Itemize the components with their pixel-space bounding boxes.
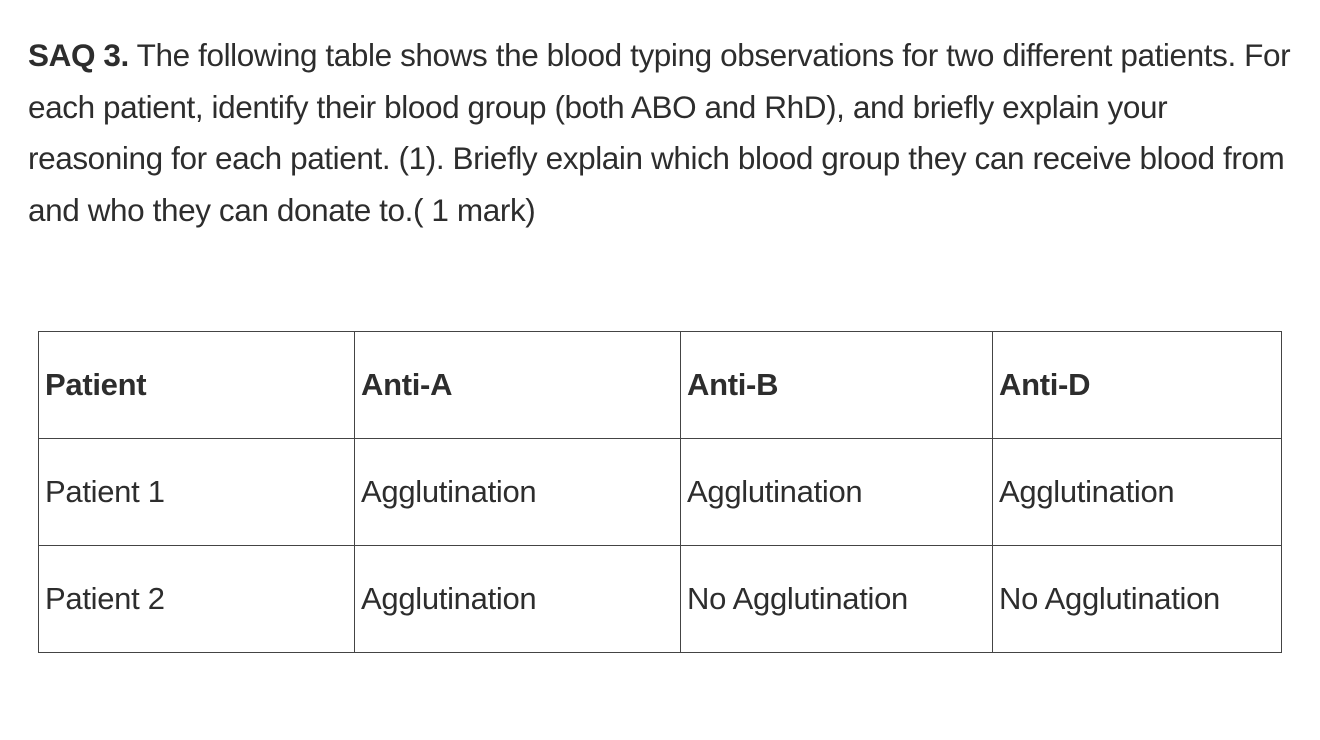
header-anti-b: Anti-B [681,332,993,439]
table-header-row [39,332,1282,439]
header-anti-d: Anti-D [993,332,1282,439]
question-label: SAQ 3. [28,37,129,73]
cell-patient: Patient 1 [39,439,355,546]
cell-patient: Patient 2 [39,546,355,653]
header-anti-a: Anti-A [355,332,681,439]
question-text [28,30,1308,236]
cell-anti-d: No Agglutination [993,546,1282,653]
header-patient: Patient [39,332,355,439]
table-row [39,546,1282,653]
question-body: The following table shows the blood typing observations for two different patients. For each patient, identify their blood group (both ABO and RhD), and briefly explain your reasoning for each patient. (1). Briefly explain which blood group they can receive blood from and who they can donate to.( 1 mark) [28,37,1291,228]
cell-anti-b: No Agglutination [681,546,993,653]
cell-anti-d: Agglutination [993,439,1282,546]
table-row [39,439,1282,546]
blood-typing-table [38,331,1282,653]
cell-anti-b: Agglutination [681,439,993,546]
cell-anti-a: Agglutination [355,439,681,546]
cell-anti-a: Agglutination [355,546,681,653]
